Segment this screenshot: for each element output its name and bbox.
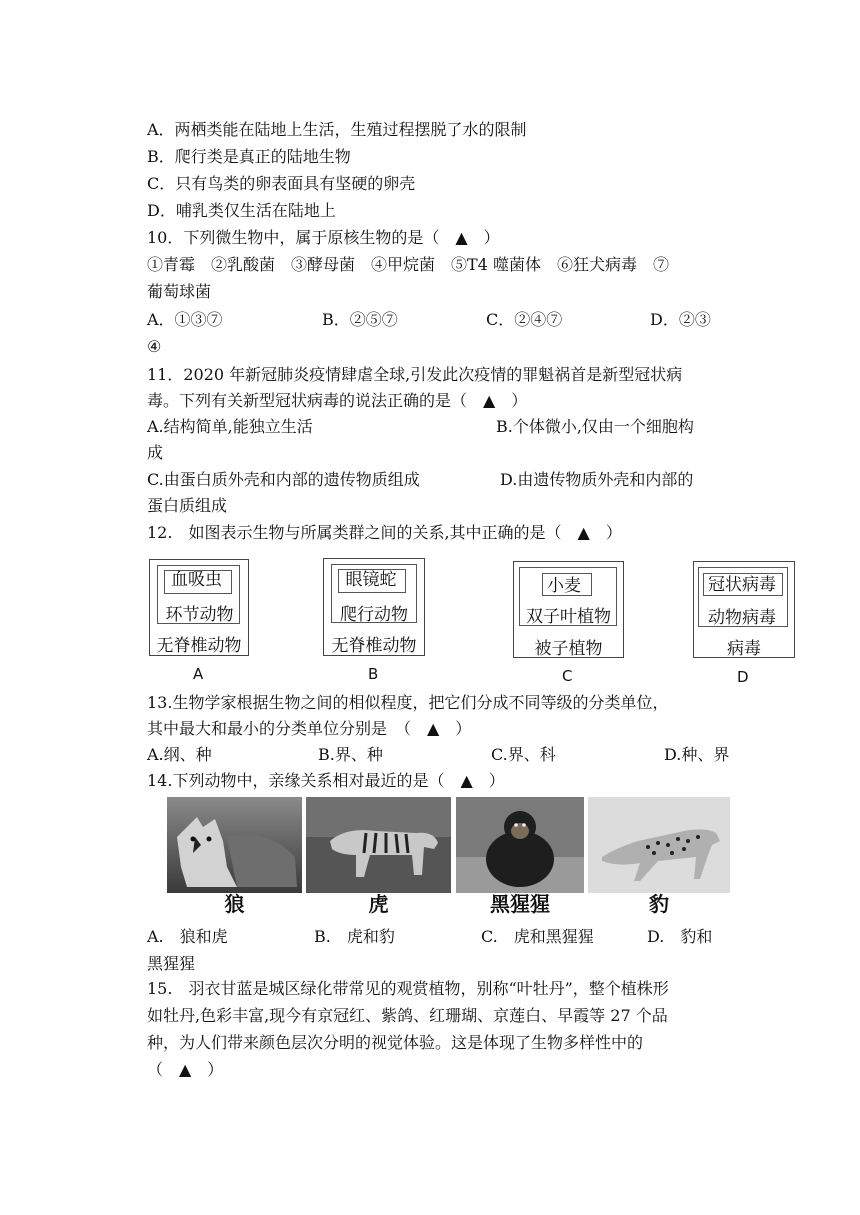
q12-c-inner: 小麦 xyxy=(547,576,581,596)
q14-option-a: A. 狼和虎 xyxy=(147,927,228,946)
q10-option-c: C．②④⑦ xyxy=(486,310,563,329)
q13-stem-line1: 13.生物学家根据生物之间的相似程度，把它们分成不同等级的分类单位， xyxy=(147,693,669,712)
q12-d-inner: 冠状病毒 xyxy=(708,575,776,595)
q12-b-outer: 无脊椎动物 xyxy=(331,636,417,656)
q12-c-label: C xyxy=(562,667,573,685)
wolf-photo xyxy=(167,797,302,893)
q14-option-c: C. 虎和黑猩猩 xyxy=(481,927,594,946)
q12-c-outer: 被子植物 xyxy=(534,639,603,659)
q10-option-d-cont: ④ xyxy=(147,337,162,356)
wolf-label: 狼 xyxy=(224,892,245,916)
q11-stem-line2: 毒。下列有关新型冠状病毒的说法正确的是（ ▲ ） xyxy=(147,391,528,410)
q12-stem: 12. 如图表示生物与所属类群之间的关系,其中正确的是（ ▲ ） xyxy=(147,523,622,542)
q13-option-c: C.界、科 xyxy=(491,745,556,764)
q12-c-middle: 双子叶植物 xyxy=(526,607,611,627)
leopard-label: 豹 xyxy=(649,892,669,916)
q11-option-b-cont: 成 xyxy=(147,443,164,462)
tiger-photo xyxy=(306,797,451,893)
q12-a-inner: 血吸虫 xyxy=(171,570,222,590)
q11-option-a: A.结构简单,能独立生活 xyxy=(147,417,313,436)
q12-b-label: B xyxy=(368,665,379,683)
q12-b-inner: 眼镜蛇 xyxy=(345,570,397,590)
q14-option-b: B. 虎和豹 xyxy=(314,927,395,946)
chimpanzee-photo xyxy=(456,797,584,893)
q12-d-middle: 动物病毒 xyxy=(708,608,776,628)
q13-stem-line2: 其中最大和最小的分类单位分别是 （ ▲ ） xyxy=(147,719,472,738)
q11-option-d: D.由遗传物质外壳和内部的 xyxy=(500,470,694,489)
q9-option-a: A．两栖类能在陆地上生活，生殖过程摆脱了水的限制 xyxy=(147,120,527,139)
q11-stem-line1: 11．2020 年新冠肺炎疫情肆虐全球,引发此次疫情的罪魁祸首是新型冠状病 xyxy=(147,365,683,384)
q14-option-d-cont: 黑猩猩 xyxy=(147,954,196,973)
q9-option-d: D．哺乳类仅生活在陆地上 xyxy=(147,201,336,220)
q9-option-c: C．只有鸟类的卵表面具有坚硬的卵壳 xyxy=(147,174,416,193)
tiger-label: 虎 xyxy=(368,892,389,916)
q13-option-b: B.界、种 xyxy=(318,745,383,764)
q9-option-b: B．爬行类是真正的陆地生物 xyxy=(147,147,351,166)
q11-option-b: B.个体微小,仅由一个细胞构 xyxy=(496,417,694,436)
q15-line1: 15. 羽衣甘蓝是城区绿化带常见的观赏植物，别称“叶牡丹”，整个植株形 xyxy=(147,979,669,998)
q12-d-outer: 病毒 xyxy=(727,639,761,659)
q12-a-label: A xyxy=(193,665,204,683)
q10-items-line1: ①青霉 ②乳酸菌 ③酵母菌 ④甲烷菌 ⑤T4 噬菌体 ⑥狂犬病毒 ⑦ xyxy=(147,255,669,274)
q15-line2: 如牡丹,色彩丰富,现今有京冠红、紫鸽、红珊瑚、京莲白、早霞等 27 个品 xyxy=(147,1006,668,1025)
q12-b-middle: 爬行动物 xyxy=(340,605,408,625)
q12-a-outer: 无脊椎动物 xyxy=(156,636,242,656)
q15-line4: （ ▲ ） xyxy=(147,1060,224,1079)
q13-option-a: A.纲、种 xyxy=(147,745,212,764)
leopard-photo xyxy=(588,797,730,893)
q14-stem: 14.下列动物中，亲缘关系相对最近的是（ ▲ ） xyxy=(147,771,505,790)
q12-d-label: D xyxy=(737,668,749,686)
q13-option-d: D.种、界 xyxy=(664,745,730,764)
q11-option-d-cont: 蛋白质组成 xyxy=(147,496,228,515)
q10-option-b: B．②⑤⑦ xyxy=(322,310,398,329)
q12-a-middle: 环节动物 xyxy=(165,605,234,625)
q10-option-a: A．①③⑦ xyxy=(147,310,223,329)
q10-option-d: D．②③ xyxy=(650,310,711,329)
q14-option-d: D. 豹和 xyxy=(647,927,713,946)
q15-line3: 种，为人们带来颜色层次分明的视觉体验。这是体现了生物多样性中的 xyxy=(147,1033,644,1052)
q11-option-c: C.由蛋白质外壳和内部的遗传物质组成 xyxy=(147,470,420,489)
q10-items-line2: 葡萄球菌 xyxy=(147,282,212,301)
chimpanzee-label: 黑猩猩 xyxy=(490,892,550,916)
q10-stem: 10．下列微生物中，属于原核生物的是（ ▲ ） xyxy=(147,228,500,247)
